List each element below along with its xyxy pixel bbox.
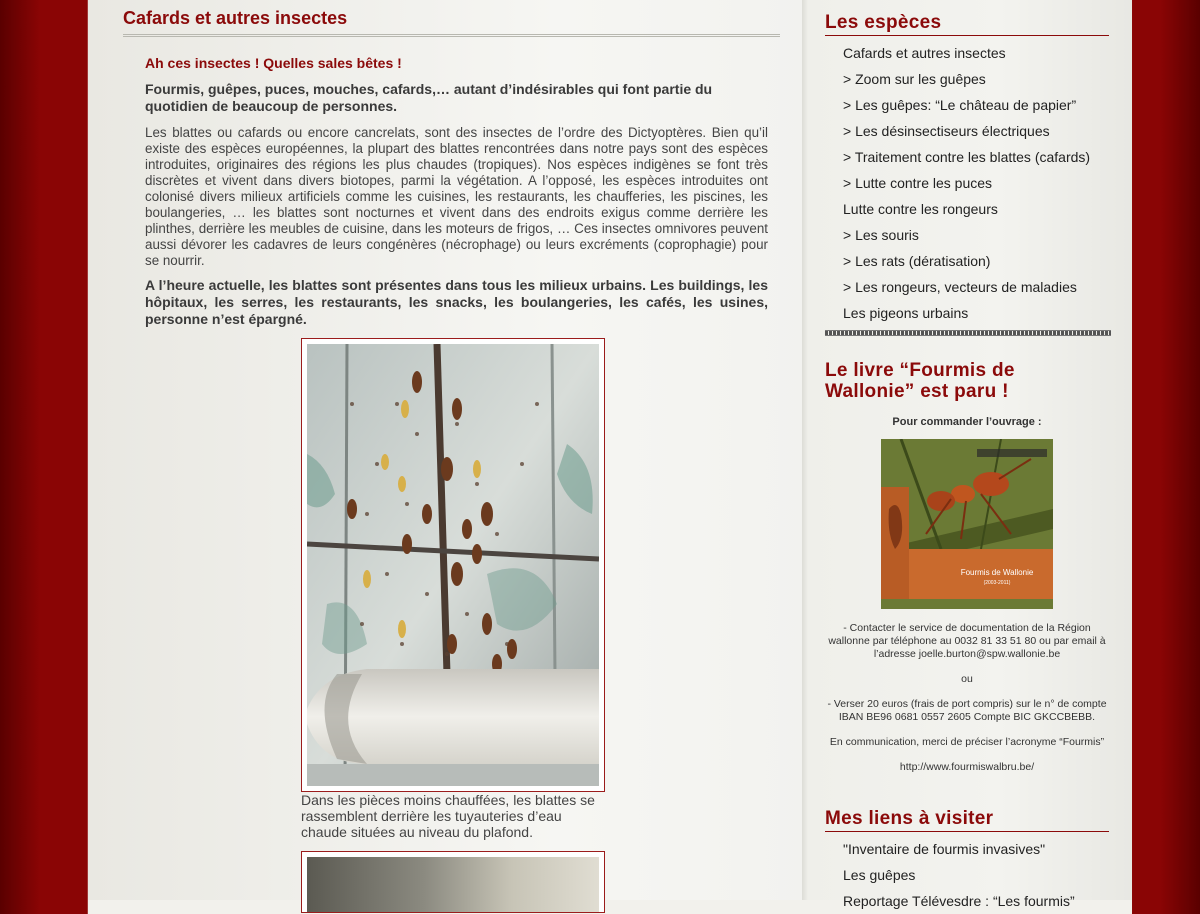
cockroach-photo[interactable] <box>301 338 605 792</box>
main-content <box>123 0 780 900</box>
payment-text: - Verser 20 euros (frais de port compris) sur le n° de compte IBAN BE96 0681 0557 2605 Compte BIC GKCCBEBB. <box>827 698 1107 723</box>
species-menu <box>825 40 1109 326</box>
book-cover-art <box>881 439 1053 609</box>
menu-item-rongeurs[interactable]: Lutte contre les rongeurs <box>843 201 998 217</box>
links-menu <box>825 836 1109 914</box>
contact-text: - Contacter le service de documentation de la Région wallonne par téléphone au 0032 81 33 51 80 ou par email à l’adresse joelle.burton@spw.wallonie.be <box>828 622 1106 660</box>
book-cover-image[interactable] <box>881 439 1053 609</box>
second-photo[interactable] <box>301 851 605 913</box>
menu-item-cafards[interactable]: Cafards et autres insectes <box>843 45 1006 61</box>
article-intro: Fourmis, guêpes, puces, mouches, cafards,… autant d’indésirables qui font partie du quotidien de beaucoup de personnes. <box>145 81 713 114</box>
article-paragraph: Les blattes ou cafards ou encore cancrelats, sont des insectes de l’ordre des Dictyoptères. Bien qu’il existe des espèces européennes, la plupart des blattes rencontrées dans notre pays sont des espèces introduites, originaires des régions les plus chaudes (tropiques). Nos espèces indigènes se font très discrètes et vivent dans divers biotopes, parmi la végétation. A l’opposé, les espèces introduites ont colonisé divers milieux artificiels comme les cuisines, les restaurants, les chaufferies, les piscines, les boulangeries, … les blattes sont nocturnes et vivent dans des endroits exigus comme derrière les plinthes, derrière les meubles de cuisine, dans les moteurs de frigos, … Ces insectes omnivores peuvent aussi dévorer les cadavres de leurs congénères (nécrophage) ou leurs excréments (coprophagie) pour se nourrir. <box>145 125 768 268</box>
species-widget-title: Les espèces <box>825 12 1109 36</box>
second-photo-image <box>307 857 599 913</box>
book-website-link[interactable]: http://www.fourmiswalbru.be/ <box>899 761 1035 773</box>
book-cover-years: (2003-2011) <box>983 580 1011 586</box>
menu-item-traitement-blattes[interactable]: > Traitement contre les blattes (cafards) <box>843 149 1091 165</box>
links-widget <box>825 808 1109 914</box>
communication-text: En communication, merci de préciser l’acronyme “Fourmis” <box>829 736 1105 748</box>
link-reportage-televesdre[interactable]: Reportage Télévesdre : “Les fourmis” <box>843 893 1075 909</box>
species-widget <box>825 12 1109 326</box>
sidebar-divider <box>825 330 1111 336</box>
photo-caption: Dans les pièces moins chauffées, les blattes se rassemblent derrière les tuyauteries d’eau chaude situées au niveau du plafond. <box>301 792 595 840</box>
page-wrapper <box>88 0 1132 909</box>
menu-item-pigeons[interactable]: Les pigeons urbains <box>843 305 969 321</box>
article-body <box>123 55 780 328</box>
article-lead: Ah ces insectes ! Quelles sales bêtes ! <box>145 55 402 71</box>
menu-item-zoom-guepes[interactable]: > Zoom sur les guêpes <box>843 71 986 87</box>
article-paragraph-bold: A l’heure actuelle, les blattes sont présentes dans tous les milieux urbains. Les buildings, les hôpitaux, les serres, les restaurants, les snacks, les boulangeries, les cafés, les usines, personne n’est épargné. <box>145 277 768 327</box>
book-widget <box>825 360 1109 773</box>
links-widget-title: Mes liens à visiter <box>825 808 1109 832</box>
menu-item-chateau-papier[interactable]: > Les guêpes: “Le château de papier” <box>843 97 1077 113</box>
link-inventaire-fourmis[interactable]: "Inventaire de fourmis invasives" <box>843 841 1046 857</box>
menu-item-rongeurs-maladies[interactable]: > Les rongeurs, vecteurs de maladies <box>843 279 1077 295</box>
or-text: ou <box>961 673 973 685</box>
order-label: Pour commander l’ouvrage : <box>892 416 1042 428</box>
menu-item-rats[interactable]: > Les rats (dératisation) <box>843 253 991 269</box>
link-guepes[interactable]: Les guêpes <box>843 867 916 883</box>
menu-item-desinsectiseurs[interactable]: > Les désinsectiseurs électriques <box>843 123 1050 139</box>
book-widget-title: Le livre “Fourmis de Wallonie” est paru ! <box>825 360 1015 402</box>
menu-item-puces[interactable]: > Lutte contre les puces <box>843 175 993 191</box>
menu-item-souris[interactable]: > Les souris <box>843 227 919 243</box>
page-title: Cafards et autres insectes <box>123 0 780 37</box>
book-order-info <box>825 622 1109 774</box>
cockroach-photo-image <box>307 344 599 786</box>
sidebar <box>802 0 1132 909</box>
book-cover-title: Fourmis de Wallonie <box>960 568 1034 577</box>
